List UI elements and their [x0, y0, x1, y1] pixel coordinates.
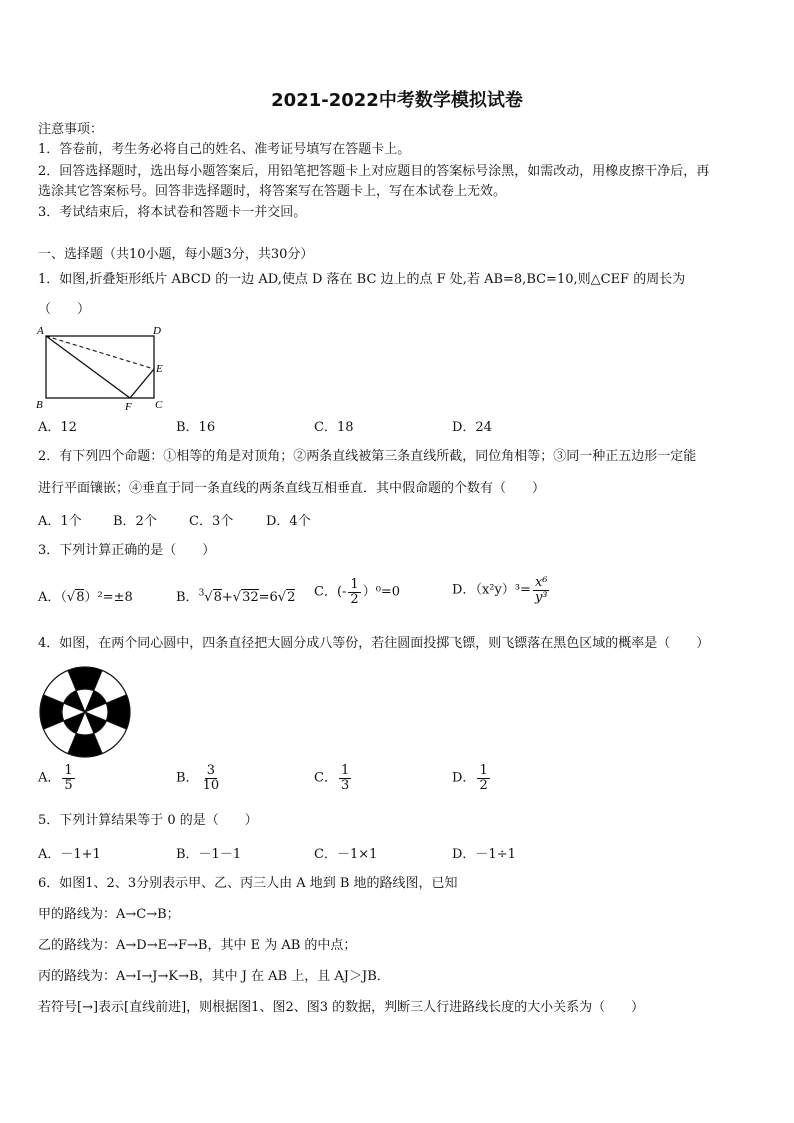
question-5-text: 5．下列计算结果等于 0 的是（ ）: [38, 813, 258, 828]
option-label: A．: [38, 590, 61, 605]
fraction: [533, 576, 550, 604]
numerator: 1: [479, 763, 488, 778]
question-6-line-3: 乙的路线为：A→D→E→F→B，其中 E 为 AB 的中点；: [38, 938, 357, 953]
q1-option-b: B．16: [176, 420, 216, 435]
rectangle-fold-figure: [34, 320, 174, 412]
fraction: [348, 578, 360, 606]
q3-option-c: [314, 578, 400, 606]
paren: (-: [336, 584, 347, 600]
q5-option-c: C．－1×1: [314, 847, 378, 862]
note-item: 2．回答选择题时，选出每小题答案后，用铅笔把答题卡上对应题目的答案标号涂黑，如需改动，用橡皮擦干净后，再: [38, 164, 710, 179]
plus-sign: +: [221, 590, 233, 605]
section-heading: 一、选择题（共10小题，每小题3分，共30分）: [38, 247, 314, 262]
radical-sign: √: [204, 590, 213, 605]
option-lhs: （x²y）³=: [475, 582, 531, 598]
option-label: C．: [314, 584, 337, 600]
segment-ae-dashed: [46, 336, 154, 369]
fraction: [339, 764, 351, 792]
question-6-line-1: 6．如图1、2、3分别表示甲、乙、丙三人由 A 地到 B 地的路线图，已知: [38, 876, 458, 891]
denominator: y³: [534, 589, 548, 605]
q1-option-a: A．12: [38, 420, 77, 435]
q3-option-a: [38, 586, 133, 605]
fraction: [62, 764, 74, 792]
denominator: 3: [340, 777, 350, 793]
radicand: 8: [76, 590, 85, 605]
q2-option-c: C．3个: [189, 514, 234, 529]
segment-af: [46, 336, 130, 398]
page-title: 2021-2022中考数学模拟试卷: [271, 90, 523, 111]
radical-sign: √: [277, 590, 287, 605]
radicand: 32: [242, 590, 259, 605]
option-label: B．: [176, 590, 199, 605]
segment-fe: [130, 369, 154, 398]
option-label: A．: [38, 770, 61, 786]
question-2-line-2: 进行平面镶嵌；④垂直于同一条直线的两条直线互相垂直．其中假命题的个数有（ ）: [38, 481, 546, 496]
q4-option-d: [452, 764, 492, 792]
radical-sign: √: [66, 590, 76, 605]
q4-option-c: [314, 764, 353, 792]
numerator: 1: [340, 763, 350, 778]
radicand: 8: [213, 590, 222, 605]
option-rest: ）²=±8: [84, 590, 133, 605]
option-rest: ）⁰=0: [362, 584, 401, 600]
q3-option-d: [452, 576, 552, 604]
question-6-line-5: 若符号[→]表示[直线前进]，则根据图1、图2、图3 的数据，判断三人行进路线长度的大小关系为（ ）: [38, 1000, 645, 1015]
numerator: 3: [206, 763, 215, 778]
notes-heading: 注意事项：: [38, 122, 104, 137]
q4-option-a: [38, 764, 77, 792]
q5-option-a: A．－1+1: [38, 847, 101, 862]
option-label: B．: [176, 770, 199, 786]
label-a: A: [37, 325, 44, 337]
q3-option-b: [176, 586, 295, 605]
q1-option-c: C．18: [314, 420, 354, 435]
question-4-text: 4．如图，在两个同心圆中，四条直径把大圆分成八等份，若往圆面投掷飞镖，则飞镖落在黑色区域的概率是（ ）: [38, 636, 710, 651]
label-c: C: [155, 399, 163, 411]
note-item: 选涂其它答案标号。回答非选择题时，将答案写在答题卡上，写在本试卷上无效。: [38, 184, 507, 199]
q5-option-b: B．－1－1: [176, 847, 242, 862]
option-label: D．: [452, 770, 476, 786]
label-d: D: [153, 325, 161, 337]
question-2-line-1: 2．有下列四个命题：①相等的角是对顶角；②两条直线被第三条直线所截，同位角相等；③同一种正五边形一定能: [38, 449, 697, 464]
q1-option-d: D．24: [452, 420, 492, 435]
q5-option-d: D．－1÷1: [452, 847, 516, 862]
label-b: B: [36, 399, 43, 411]
label-e: E: [156, 363, 163, 375]
radicand: 2: [287, 590, 296, 605]
concentric-circles-figure: [38, 665, 132, 759]
q4-option-b: [176, 764, 223, 792]
note-item: 1．答卷前，考生务必将自己的姓名、准考证号填写在答题卡上。: [38, 142, 411, 157]
denominator: 2: [350, 591, 359, 607]
denominator: 10: [202, 777, 220, 793]
q2-option-d: D．4个: [266, 514, 311, 529]
q2-option-b: B．2个: [113, 514, 157, 529]
question-1-blank: （ ）: [38, 302, 91, 317]
q2-option-a: A．1个: [38, 514, 82, 529]
equals-value: =6: [258, 590, 278, 605]
fraction: [477, 764, 489, 792]
question-6-line-4: 丙的路线为：A→I→J→K→B，其中 J 在 AB 上，且 AJ＞JB．: [38, 969, 390, 984]
numerator: 1: [350, 577, 359, 592]
denominator: 5: [64, 777, 73, 793]
radical-sign: √: [232, 590, 242, 605]
label-f: F: [125, 401, 132, 412]
question-1-text: 1．如图,折叠矩形纸片 ABCD 的一边 AD,使点 D 落在 BC 边上的点 F 处,若 AB=8,BC=10,则△CEF 的周长为: [38, 272, 686, 287]
note-item: 3．考试结束后，将本试卷和答题卡一并交回。: [38, 205, 307, 220]
numerator: 1: [64, 763, 73, 778]
cube-root-index: 3: [198, 588, 205, 599]
option-label: D．: [452, 582, 476, 598]
paren: （: [60, 590, 67, 605]
option-label: C．: [314, 770, 337, 786]
numerator: x⁶: [534, 575, 548, 590]
question-3-text: 3．下列计算正确的是（ ）: [38, 543, 216, 558]
fraction: [201, 764, 222, 792]
question-6-line-2: 甲的路线为：A→C→B；: [38, 907, 180, 922]
denominator: 2: [479, 777, 488, 793]
